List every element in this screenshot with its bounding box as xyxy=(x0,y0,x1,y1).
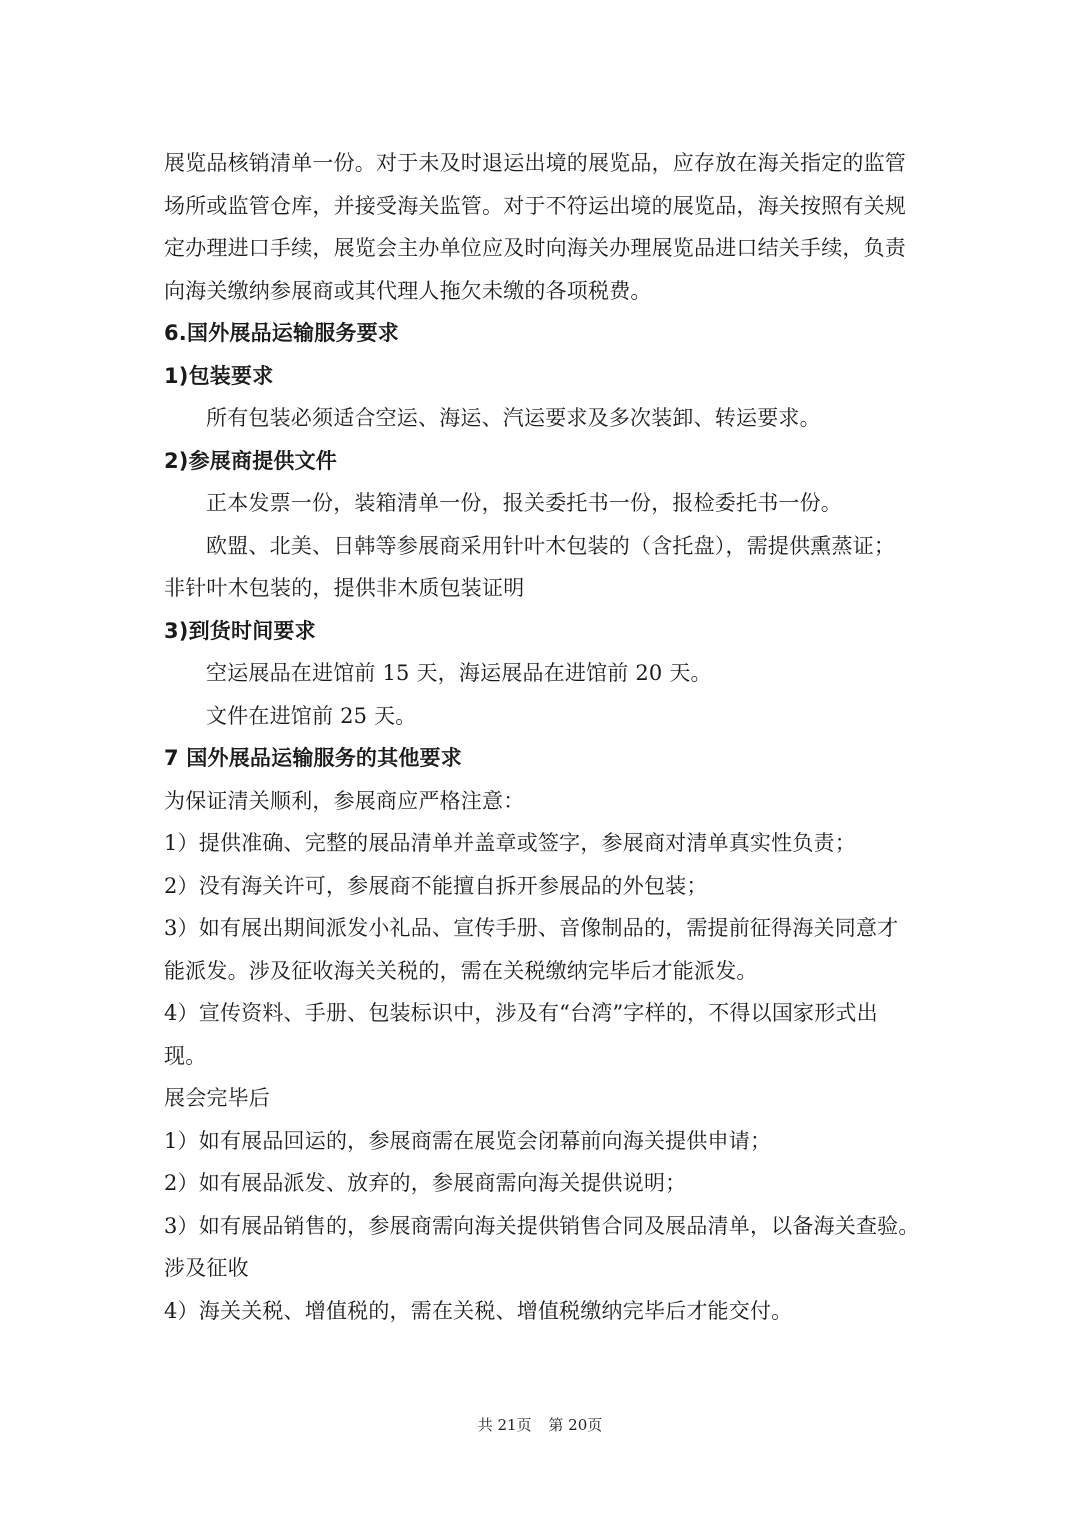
list-item: 1）如有展品回运的，参展商需在展览会闭幕前向海关提供申请； xyxy=(164,1128,772,1153)
paragraph-line: 正本发票一份，装箱清单一份，报关委托书一份，报检委托书一份。 xyxy=(206,491,842,515)
list-item: 1）提供准确、完整的展品清单并盖章或签字，参展商对清单真实性负责； xyxy=(164,831,856,855)
paragraph-line: 非针叶木包装的，提供非木质包装证明 xyxy=(164,576,525,600)
paragraph-line: 所有包装必须适合空运、海运、汽运要求及多次装卸、转运要求。 xyxy=(206,406,821,430)
list-item-continuation: 现。 xyxy=(164,1043,207,1068)
paragraph-line: 展览品核销清单一份。对于未及时退运出境的展览品，应存放在海关指定的监管 xyxy=(164,151,906,175)
paragraph-line: 欧盟、北美、日韩等参展商采用针叶木包装的（含托盘），需提供熏蒸证； xyxy=(206,533,896,558)
document-body xyxy=(164,142,924,1332)
paragraph-line: 展会完毕后 xyxy=(164,1086,270,1110)
list-item-continuation: 能派发。涉及征收海关关税的，需在关税缴纳完毕后才能派发。 xyxy=(164,958,758,983)
list-item: 2）没有海关许可，参展商不能擅自拆开参展品的外包装； xyxy=(164,873,708,898)
current-page: 第 20页 xyxy=(548,1416,603,1434)
paragraph-line: 涉及征收 xyxy=(164,1256,249,1280)
page-footer xyxy=(0,1414,1080,1435)
section-heading: 7 国外展品运输服务的其他要求 xyxy=(164,746,462,770)
list-item: 3）如有展出期间派发小礼品、宣传手册、音像制品的，需提前征得海关同意才 xyxy=(164,916,899,940)
list-item: 2）如有展品派发、放弃的，参展商需向海关提供说明； xyxy=(164,1171,687,1195)
subsection-heading: 1)包装要求 xyxy=(164,363,274,388)
paragraph-line: 空运展品在进馆前 15 天，海运展品在进馆前 20 天。 xyxy=(206,661,712,685)
paragraph-line: 定办理进口手续，展览会主办单位应及时向海关办理展览品进口结关手续，负责 xyxy=(164,236,906,260)
paragraph-line: 文件在进馆前 25 天。 xyxy=(206,703,417,728)
list-item: 4）宣传资料、手册、包装标识中，涉及有“台湾”字样的，不得以国家形式出 xyxy=(164,1001,878,1025)
section-heading: 6.国外展品运输服务要求 xyxy=(164,321,399,345)
total-pages: 共 21页 xyxy=(477,1416,532,1434)
list-item: 4）海关关税、增值税的，需在关税、增值税缴纳完毕后才能交付。 xyxy=(164,1298,793,1323)
paragraph-line: 为保证清关顺利，参展商应严格注意： xyxy=(164,788,525,813)
paragraph-line: 场所或监管仓库，并接受海关监管。对于不符运出境的展览品，海关按照有关规 xyxy=(164,193,906,218)
subsection-heading: 2)参展商提供文件 xyxy=(164,448,338,473)
list-item: 3）如有展品销售的，参展商需向海关提供销售合同及展品清单，以备海关查验。 xyxy=(164,1213,920,1238)
paragraph-line: 向海关缴纳参展商或其代理人拖欠未缴的各项税费。 xyxy=(164,278,652,303)
subsection-heading: 3)到货时间要求 xyxy=(164,618,316,643)
